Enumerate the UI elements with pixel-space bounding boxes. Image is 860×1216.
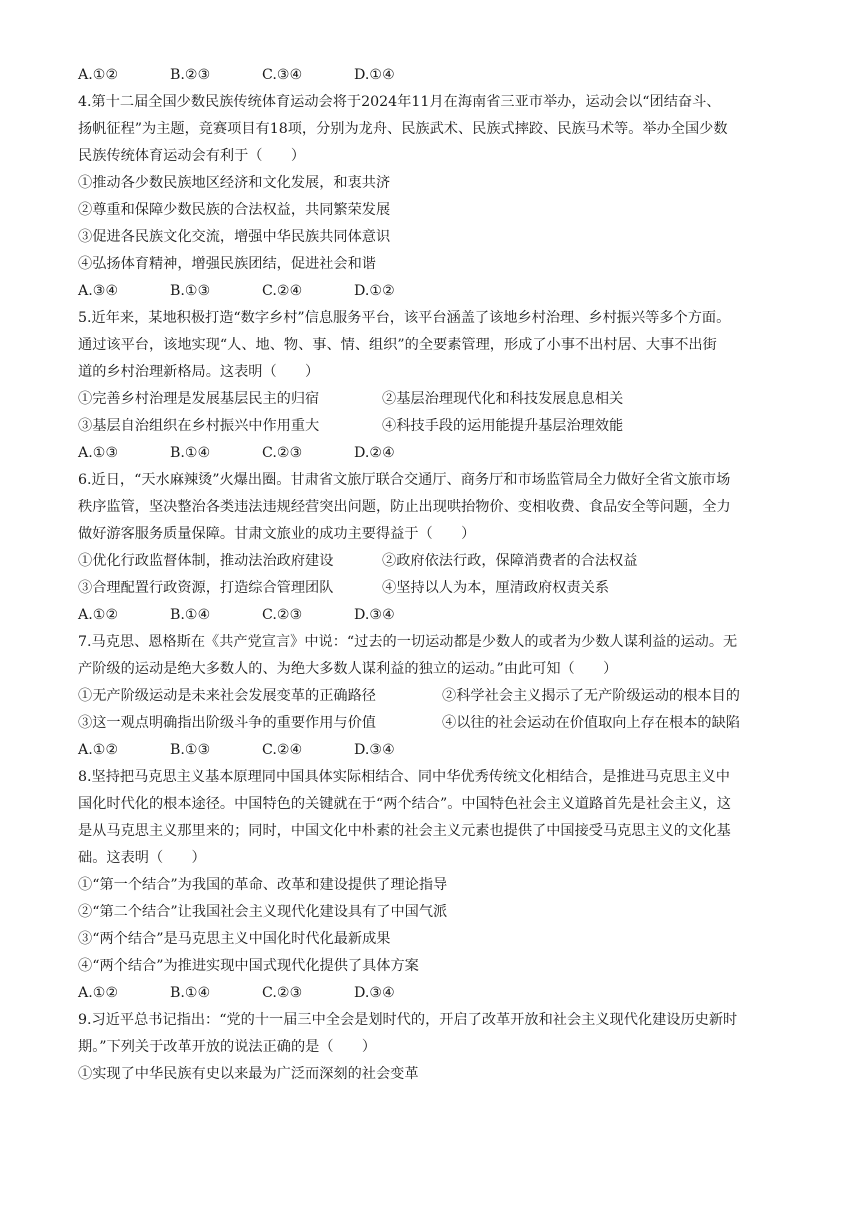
question-stem-line: 扬帆征程”为主题，竞赛项目有18项，分别为龙舟、民族武术、民族式摔跤、民族马术等。举办全国少数 [78,121,728,137]
question-stem-line: 9.习近平总书记指出：“党的十一届三中全会是划时代的，开启了改革开放和社会主义现代化建设历史新时 [78,1012,738,1028]
question-8 [78,764,790,1007]
question-stem-line: 产阶级的运动是绝大多数人的、为绝大多数人谋利益的独立的运动。”由此可知（ ） [78,661,618,677]
statement: ②基层治理现代化和科技发展息息相关 [382,391,624,407]
question-stem-line: 秩序监管，坚决整治各类违法违规经营突出问题，防止出现哄抬物价、变相收费、食品安全等问题，全力 [78,499,731,515]
statement-row [78,683,790,710]
question-stem-line: 做好游客服务质量保障。甘肃文旅业的成功主要得益于（ ） [78,526,476,542]
question-list [78,62,790,1088]
question-stem-line: 通过该平台，该地实现“人、地、物、事、情、组织”的全要素管理，形成了小事不出村居、大事不出街 [78,337,717,353]
option-d[interactable]: D.①② [354,283,395,299]
option-a[interactable]: A.①③ [78,445,119,461]
option-b[interactable]: B.①④ [170,607,211,623]
option-c[interactable]: C.②④ [262,742,303,758]
statement-row [78,710,790,737]
statement: ④科技手段的运用能提升基层治理效能 [382,418,624,434]
question-stem-line: 民族传统体育运动会有利于（ ） [78,148,306,164]
question-stem-line: 国化时代化的根本途径。中国特色的关键就在于“两个结合”。中国特色社会主义道路首先是社会主义，这 [78,796,731,812]
statement: ②科学社会主义揭示了无产阶级运动的根本目的 [442,688,740,704]
statement-row [78,413,790,440]
statement: ①优化行政监督体制，推动法治政府建设 [78,553,334,569]
statement: ③“两个结合”是马克思主义中国化时代化最新成果 [78,931,391,947]
option-d[interactable]: D.③④ [354,985,395,1001]
answer-options [78,440,790,467]
question-6 [78,467,790,629]
statement: ④“两个结合”为推进实现中国式现代化提供了具体方案 [78,958,419,974]
question-9 [78,1007,790,1088]
answer-options [78,737,790,764]
question-stem-line: 5.近年来，某地积极打造“数字乡村”信息服务平台，该平台涵盖了该地乡村治理、乡村振兴等多个方面。 [78,310,731,326]
question-stem-line: 8.坚持把马克思主义基本原理同中国具体实际相结合、同中华优秀传统文化相结合，是推进马克思主义中 [78,769,730,785]
statement: ③合理配置行政资源，打造综合管理团队 [78,580,334,596]
option-d[interactable]: D.③④ [354,742,395,758]
option-c[interactable]: C.②③ [262,607,303,623]
question-stem-line: 7.马克思、恩格斯在《共产党宣言》中说：“过去的一切运动都是少数人的或者为少数人谋利益的运动。无 [78,634,738,650]
statement: ①完善乡村治理是发展基层民主的归宿 [78,391,320,407]
statement: ④坚持以人为本，厘清政府权责关系 [382,580,610,596]
statement: ①推动各少数民族地区经济和文化发展，和衷共济 [78,175,391,191]
option-c[interactable]: C.②③ [262,445,303,461]
option-d[interactable]: D.①④ [354,67,395,83]
statement-row [78,548,790,575]
question-stem-line: 期。”下列关于改革开放的说法正确的是（ ） [78,1039,377,1055]
option-c[interactable]: C.②③ [262,985,303,1001]
option-b[interactable]: B.②③ [170,67,211,83]
statement: ①实现了中华民族有史以来最为广泛而深刻的社会变革 [78,1066,419,1082]
option-a[interactable]: A.①② [78,985,119,1001]
option-d[interactable]: D.②④ [354,445,395,461]
option-c[interactable]: C.②④ [262,283,303,299]
question-5 [78,305,790,467]
statement: ④以往的社会运动在价值取向上存在根本的缺陷 [442,715,740,731]
answer-options [78,980,790,1007]
question-stem-line: 6.近日，“天水麻辣烫”火爆出圈。甘肃省文旅厅联合交通厅、商务厅和市场监管局全力做好全省文旅市场 [78,472,731,488]
statement-row [78,386,790,413]
option-c[interactable]: C.③④ [262,67,303,83]
question-stem-line: 道的乡村治理新格局。这表明（ ） [78,364,320,380]
option-b[interactable]: B.①③ [170,742,211,758]
option-d[interactable]: D.③④ [354,607,395,623]
statement: ②“第二个结合”让我国社会主义现代化建设具有了中国气派 [78,904,448,920]
answer-options [78,278,790,305]
statement: ③促进各民族文化交流，增强中华民族共同体意识 [78,229,391,245]
question-stem-line: 4.第十二届全国少数民族传统体育运动会将于2024年11月在海南省三亚市举办，运动会以“团结奋斗、 [78,94,721,110]
statement: ③基层自治组织在乡村振兴中作用重大 [78,418,320,434]
statement: ②尊重和保障少数民族的合法权益，共同繁荣发展 [78,202,391,218]
question-4 [78,89,790,305]
option-a[interactable]: A.①② [78,742,119,758]
statement: ①“第一个结合”为我国的革命、改革和建设提供了理论指导 [78,877,448,893]
answer-options [78,602,790,629]
option-a[interactable]: A.①② [78,67,119,83]
option-a[interactable]: A.①② [78,607,119,623]
option-b[interactable]: B.①④ [170,445,211,461]
statement: ④弘扬体育精神，增强民族团结，促进社会和谐 [78,256,376,272]
statement-row [78,575,790,602]
option-a[interactable]: A.③④ [78,283,119,299]
option-b[interactable]: B.①④ [170,985,211,1001]
statement: ①无产阶级运动是未来社会发展变革的正确路径 [78,688,376,704]
question-stem-line: 础。这表明（ ） [78,850,206,866]
statement: ③这一观点明确指出阶级斗争的重要作用与价值 [78,715,376,731]
question-stem-line: 是从马克思主义那里来的；同时，中国文化中朴素的社会主义元素也提供了中国接受马克思主义的文化基 [78,823,731,839]
question-7 [78,629,790,764]
option-b[interactable]: B.①③ [170,283,211,299]
answer-options [78,62,790,89]
statement: ②政府依法行政，保障消费者的合法权益 [382,553,638,569]
